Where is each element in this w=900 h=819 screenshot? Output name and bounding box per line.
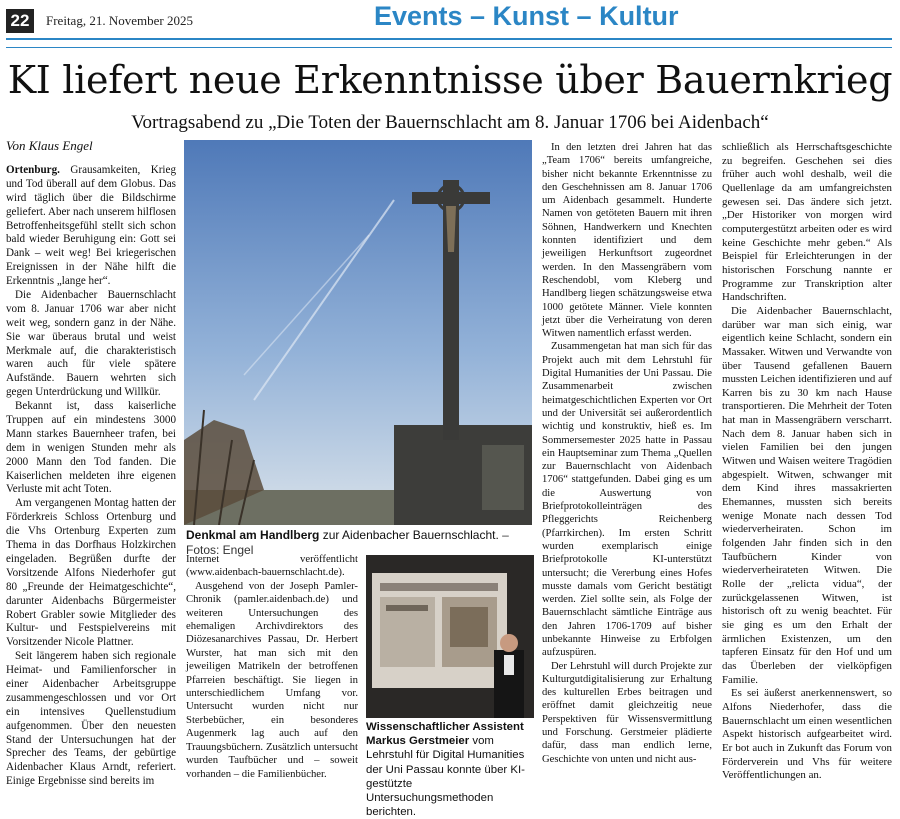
photo-caption-1: Denkmal am Handlberg zur Aidenbacher Bauernschlacht. – Fotos: Engel xyxy=(186,528,509,557)
paragraph: Der Lehrstuhl will durch Projekte zur Kulturgutdigitalisierung zur Erhaltung des kulturellen Erbes beitragen und eröffnet damit gleichzeitig neue Perspektiven für Wissensvermittlung und Forschung. Gerstmeier plädierte dafür, dass man endlich lerne, Geschichte von unten und nicht aus- xyxy=(542,660,712,765)
section-title: Events – Kunst – Kultur xyxy=(374,1,679,31)
monument-photo xyxy=(184,140,532,525)
dateline: Ortenburg. xyxy=(6,164,60,176)
lecture-presentation-image xyxy=(366,555,534,718)
paragraph: Bekannt ist, dass kaiserliche Truppen auf ein mindestens 3000 Mann starkes Bauernheer trafen, bei dem in wenigen Stunden mehr als 2000 Mann den Tod fanden. Die Kaiserlichen meldeten ihre eigenen Verluste mit acht Toten. xyxy=(6,400,176,496)
cross-monument-image xyxy=(184,140,532,525)
subheadline: Vortragsabend zu „Die Toten der Bauernschlacht am 8. Januar 1706 bei Aidenbach“ xyxy=(131,112,769,133)
paragraph: Ausgehend von der Joseph Pamler-Chronik (pamler.aidenbach.de) und weiteren Untersuchungen des ehemaligen Archivdirektors des Diözesanarchives Passau, Dr. Herbert Wurster, hat man sich mit den jeweiligen Matrikeln der betroffenen Pfarreien beschäftigt. Sie liegen in unterschiedlichem Umfang vor. Untersucht wurden nicht nur Sterbebücher, ein besonderes Augenmerk lag auch auf den Trauungsbüchern. Zusätzlich untersucht wurden Taufbücher und – soweit vorhanden – die Familienbücher. xyxy=(186,579,358,780)
paragraph: In den letzten drei Jahren hat das „Team 1706“ bereits umfangreiche, bisher nicht bekannte Erkenntnisse zu den Geschehnissen am 8. Januar 1706 um Aidenbach gesammelt. Hunderte Namen von getöteten Bauern mit ihren Söhnen, Handwerkern und Knechten konnten identifiziert und dem jeweiligen Herkunftsort zugeordnet werden. In den Massengräbern vom Reschendobl, vom Kleberg und Handlberg liegen schätzungsweise etwa 1000 getötete Männer. Viele konnten jetzt über die Verheiratung von deren Witwen namentlich erfasst werden. xyxy=(542,142,712,340)
page-number: 22 xyxy=(6,9,34,33)
photo-caption-2: Wissenschaftlicher Assistent Markus Gerstmeier vom Lehrstuhl für Digital Humanities der Uni Passau konnte über KI-gestützte Untersuchungsmethoden berichten. xyxy=(366,721,525,819)
issue-date: Freitag, 21. November 2025 xyxy=(46,13,193,28)
paragraph: Internet veröffentlicht (www.aidenbach-bauernschlacht.de). xyxy=(186,553,358,579)
paragraph: Seit längerem haben sich regionale Heimat- und Familienforscher in einer Aidenbacher Arbeitsgruppe zusammengeschlossen und vor Ort ein intensives Quellenstudium aufgenommen. Über den neuesten Stand der Untersuchungen hat der Sprecher des Teams, der gebürtige Aidenbacher Klaus Arndt, referiert. Einige Ergebnisse sind bereits im xyxy=(6,650,176,788)
article-column-1 xyxy=(6,164,176,789)
paragraph: Es sei äußerst anerkennenswert, so Alfons Niederhofer, dass die Bauernschlacht um einen wesentlichen Aspekt historisch aufgearbeitet wird. Er bot auch in Zukunft das Forum von Förderverein und Vhs für weitere Veröffentlichungen an. xyxy=(722,687,892,782)
article-column-4 xyxy=(722,141,892,783)
lecture-photo xyxy=(366,555,534,718)
article-column-2 xyxy=(186,553,358,781)
paragraph: Ortenburg. Grausamkeiten, Krieg und Tod überall auf dem Globus. Das wird täglich über die Bildschirme geliefert. Aber nach unserem hilflosen Betroffenheitsgefühl stellt sich schon bald wieder Beruhigung ein: Gott sei Dank – weit weg! Bei kriegerischen Ereignissen in der Nähe hilft die Erkenntnis „lange her“. xyxy=(6,164,176,288)
headline: KI liefert neue Erkenntnisse über Bauernkrieg xyxy=(7,58,893,102)
page-header xyxy=(0,0,900,42)
paragraph: Am vergangenen Montag hatten der Förderkreis Schloss Ortenburg und die Vhs Ortenburg Experten zum Thema in das Dorfhaus Holzkirchen eingeladen. Begrüßen durfte der Vorsitzende Alfons Niederhofer gut 80 „Freunde der Heimatgeschichte“, darunter Aidenbachs Bürgermeister Robert Grabler sowie Mitglieder des Kultur- und Festspielvereins mit Vorsitzender Nicole Plattner. xyxy=(6,497,176,649)
paragraph: Die Aidenbacher Bauernschlacht vom 8. Januar 1706 war aber nicht weit weg, sondern ganz in der Nähe. Sie war überaus brutal und weist Merkmale auf, die charakteristisch waren auch für viele spätere Aufstände. Bauern wehrten sich gegen Unterdrückung und Willkür. xyxy=(6,289,176,399)
paragraph: Die Aidenbacher Bauernschlacht, darüber war man sich einig, war eigentlich keine Schlacht, sondern ein Massaker. Witwen und Verwandte von über Tausend gefallenen Bauern mussten Leichen identifizieren und auf Karren bis zu 30 km nach Hause transportieren. Die Mehrheit der Toten hat man in Massengräbern verscharrt. Nach dem 8. Januar haben sich in vielen Familien bei den jungen Witwen und Waisen weitere Tragödien abgespielt. Witwen, schwanger mit dem Kind ihres massakrierten Ehemannes, mussten sich bereits wenige Monate nach dessen Tod wiederverheiraten. Schon im folgenden Jahr finden sich in den Taufbüchern Kinder von wiederverheirateten Witwen. Die Rolle der „relicta vidua“, der zurückgelassenen Witwen, ist historisch oft zu wenig beachtet. Für sie ging es um den Erhalt der ärmlichen Existenzen, um den tapferen Einsatz für den Hof und um das Überleben der vielköpfigen Familie. xyxy=(722,304,892,686)
byline: Von Klaus Engel xyxy=(6,138,93,153)
paragraph: schließlich als Herrschaftsgeschichte zu begreifen. Geschehen sei dies früher auch wohl deshalb, weil die Quellenlage da am umfangreichsten gewesen sei. Das ändere sich jetzt. „Der Historiker von morgen wird computergestützt arbeiten oder es wird keine Geschichte mehr geben.“ Als Beispiel für Erleichterungen in der historischen Forschung nannte er Programme zur Transkription alter Handschriften. xyxy=(722,141,892,304)
paragraph: Zusammengetan hat man sich für das Projekt auch mit dem Lehrstuhl für Digital Humanities der Uni Passau. Die Zusammenarbeit zwischen heimatgeschichtlichen Experten vor Ort und der Universität sei außerordentlich wichtig und konstruktiv, hieß es. Im Sommersemester 2025 hatte in Passau ein Hauptseminar zum Thema „Quellen zur Bauernschlacht von Aidenbach 1706“ stattgefunden. Dabei ging es um die Auswertung von Briefprotokolleinträgen des Pfleggerichts Reichenberg (Pfarrkirchen). Im ersten Schritt wurden exemplarisch einige Briefprotokolle KI-unterstützt untersucht; die Vererbung eines Hofes musste damals vom Gericht bestätigt werden. Ziel sollte sein, als Folge der Bauernschlacht sämtliche Einträge aus den Jahren 1706-1709 auf bisher unbekannte Hinweise zu Erbfolgen aufzuspüren. xyxy=(542,341,712,659)
header-rule xyxy=(6,38,892,40)
article-column-3 xyxy=(542,141,712,766)
header-rule-thin xyxy=(6,47,892,48)
